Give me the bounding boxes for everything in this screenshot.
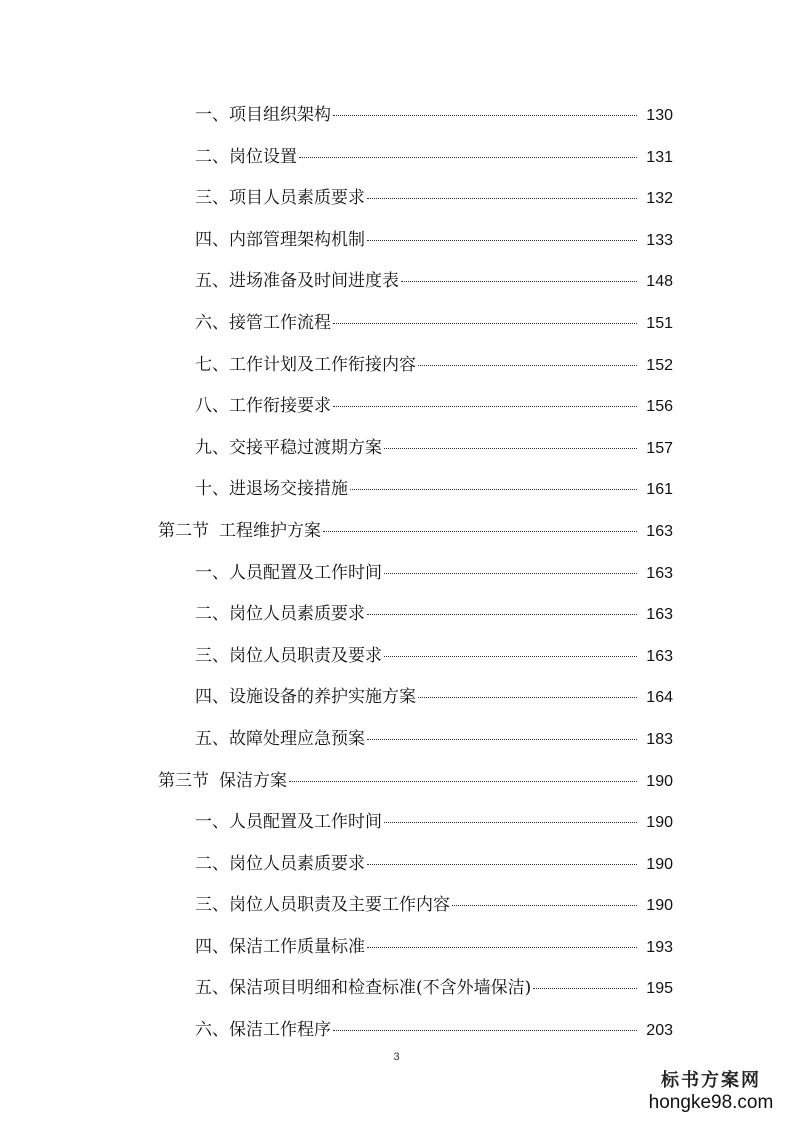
toc-entry-title: 一、项目组织架构	[195, 105, 331, 125]
dot-leader	[333, 323, 637, 324]
page-number: 3	[393, 1051, 400, 1063]
toc-entry[interactable]	[0, 345, 793, 387]
dot-leader	[452, 905, 637, 906]
toc-entry-title: 五、保洁项目明细和检查标准(不含外墙保洁)	[195, 978, 532, 999]
toc-entry[interactable]	[0, 719, 793, 761]
toc-section-entry[interactable]	[0, 511, 793, 553]
toc-entry[interactable]	[0, 594, 793, 636]
toc-section-prefix: 第二节	[158, 520, 209, 541]
dot-leader	[367, 864, 637, 865]
toc-entry[interactable]	[0, 636, 793, 678]
toc-entry[interactable]	[0, 968, 793, 1010]
toc-entry-title: 三、岗位人员职责及要求	[195, 645, 382, 666]
dot-leader	[367, 947, 637, 948]
toc-entry[interactable]	[0, 469, 793, 511]
toc-entry[interactable]	[0, 303, 793, 345]
dot-leader	[533, 988, 637, 989]
toc-page-number: 133	[646, 231, 673, 249]
toc-entry[interactable]	[0, 261, 793, 303]
toc-entry-title: 五、进场准备及时间进度表	[195, 271, 399, 292]
toc-page-number: 161	[646, 481, 673, 499]
toc-page-number: 130	[646, 107, 673, 124]
dot-leader	[367, 198, 637, 199]
toc-page-number: 190	[646, 772, 673, 790]
toc-entry[interactable]	[0, 428, 793, 470]
toc-entry[interactable]	[0, 802, 793, 844]
toc-page-number: 163	[646, 606, 673, 624]
toc-page-number: 183	[646, 730, 673, 748]
dot-leader	[418, 365, 637, 366]
toc-entry[interactable]	[0, 220, 793, 262]
toc-section-entry[interactable]	[0, 761, 793, 803]
toc-entry-title: 二、岗位人员素质要求	[195, 853, 365, 874]
toc-entry-title: 三、岗位人员职责及主要工作内容	[195, 895, 450, 916]
dot-leader	[299, 157, 637, 158]
toc-entry[interactable]	[0, 844, 793, 886]
toc-entry-title: 八、工作衔接要求	[195, 396, 331, 417]
toc-entry[interactable]	[0, 1010, 793, 1052]
watermark-url: hongke98.com	[648, 1092, 774, 1113]
toc-entry-title: 四、内部管理架构机制	[195, 229, 365, 250]
toc-entry-title: 五、故障处理应急预案	[195, 728, 365, 749]
toc-entry[interactable]	[0, 927, 793, 969]
toc-page-number: 195	[646, 980, 673, 998]
dot-leader	[333, 115, 637, 116]
dot-leader	[367, 739, 637, 740]
toc-entry-title: 四、设施设备的养护实施方案	[195, 687, 416, 708]
toc-page-number: 132	[646, 190, 673, 208]
dot-leader	[323, 531, 637, 532]
toc-page-number: 163	[646, 647, 673, 665]
toc-section-title: 保洁方案	[219, 770, 287, 791]
toc-entry-title: 六、接管工作流程	[195, 312, 331, 333]
dot-leader	[367, 614, 637, 615]
dot-leader	[384, 448, 637, 449]
toc-page-number: 131	[646, 148, 673, 166]
toc-page-number: 190	[646, 855, 673, 873]
toc-entry-title: 一、人员配置及工作时间	[195, 562, 382, 583]
dot-leader	[289, 781, 637, 782]
dot-leader	[384, 822, 637, 823]
dot-leader	[401, 281, 637, 282]
toc-entry[interactable]	[0, 553, 793, 595]
toc-page-number: 163	[646, 564, 673, 582]
toc-page-number: 190	[646, 814, 673, 832]
dot-leader	[367, 240, 637, 241]
toc-entry-title: 七、工作计划及工作衔接内容	[195, 354, 416, 375]
toc-page-number: 152	[646, 356, 673, 374]
dot-leader	[384, 656, 637, 657]
toc-entry-title: 二、岗位人员素质要求	[195, 604, 365, 625]
toc-page-number: 190	[646, 897, 673, 915]
toc-entry-title: 六、保洁工作程序	[195, 1020, 331, 1041]
watermark-name: 标书方案网	[661, 1070, 761, 1091]
toc-entry-title: 九、交接平稳过渡期方案	[195, 437, 382, 458]
toc-entry-title: 四、保洁工作质量标准	[195, 936, 365, 957]
toc-entry-title: 二、岗位设置	[195, 146, 297, 167]
toc-entry[interactable]	[0, 95, 793, 137]
dot-leader	[333, 406, 637, 407]
dot-leader	[384, 573, 637, 574]
toc-entry-title: 三、项目人员素质要求	[195, 188, 365, 209]
toc-page-number: 151	[646, 314, 673, 332]
toc-page-number: 164	[646, 689, 673, 707]
toc-page-number: 163	[646, 522, 673, 540]
toc-page-number: 148	[646, 273, 673, 291]
toc-entry-title: 一、人员配置及工作时间	[195, 812, 382, 833]
toc-entry[interactable]	[0, 178, 793, 220]
dot-leader	[333, 1030, 637, 1031]
toc-section-title: 工程维护方案	[219, 520, 321, 541]
toc-page-number: 156	[646, 398, 673, 416]
watermark-logo	[641, 1070, 781, 1114]
toc-entry-title: 十、进退场交接措施	[195, 479, 348, 500]
toc-page-number: 157	[646, 439, 673, 457]
table-of-contents	[0, 95, 793, 1052]
toc-entry[interactable]	[0, 885, 793, 927]
toc-page-number: 203	[646, 1022, 673, 1040]
toc-entry[interactable]	[0, 137, 793, 179]
dot-leader	[418, 697, 637, 698]
dot-leader	[350, 489, 637, 490]
toc-section-prefix: 第三节	[158, 770, 209, 791]
toc-entry[interactable]	[0, 386, 793, 428]
toc-entry[interactable]	[0, 677, 793, 719]
toc-page-number: 193	[646, 938, 673, 956]
